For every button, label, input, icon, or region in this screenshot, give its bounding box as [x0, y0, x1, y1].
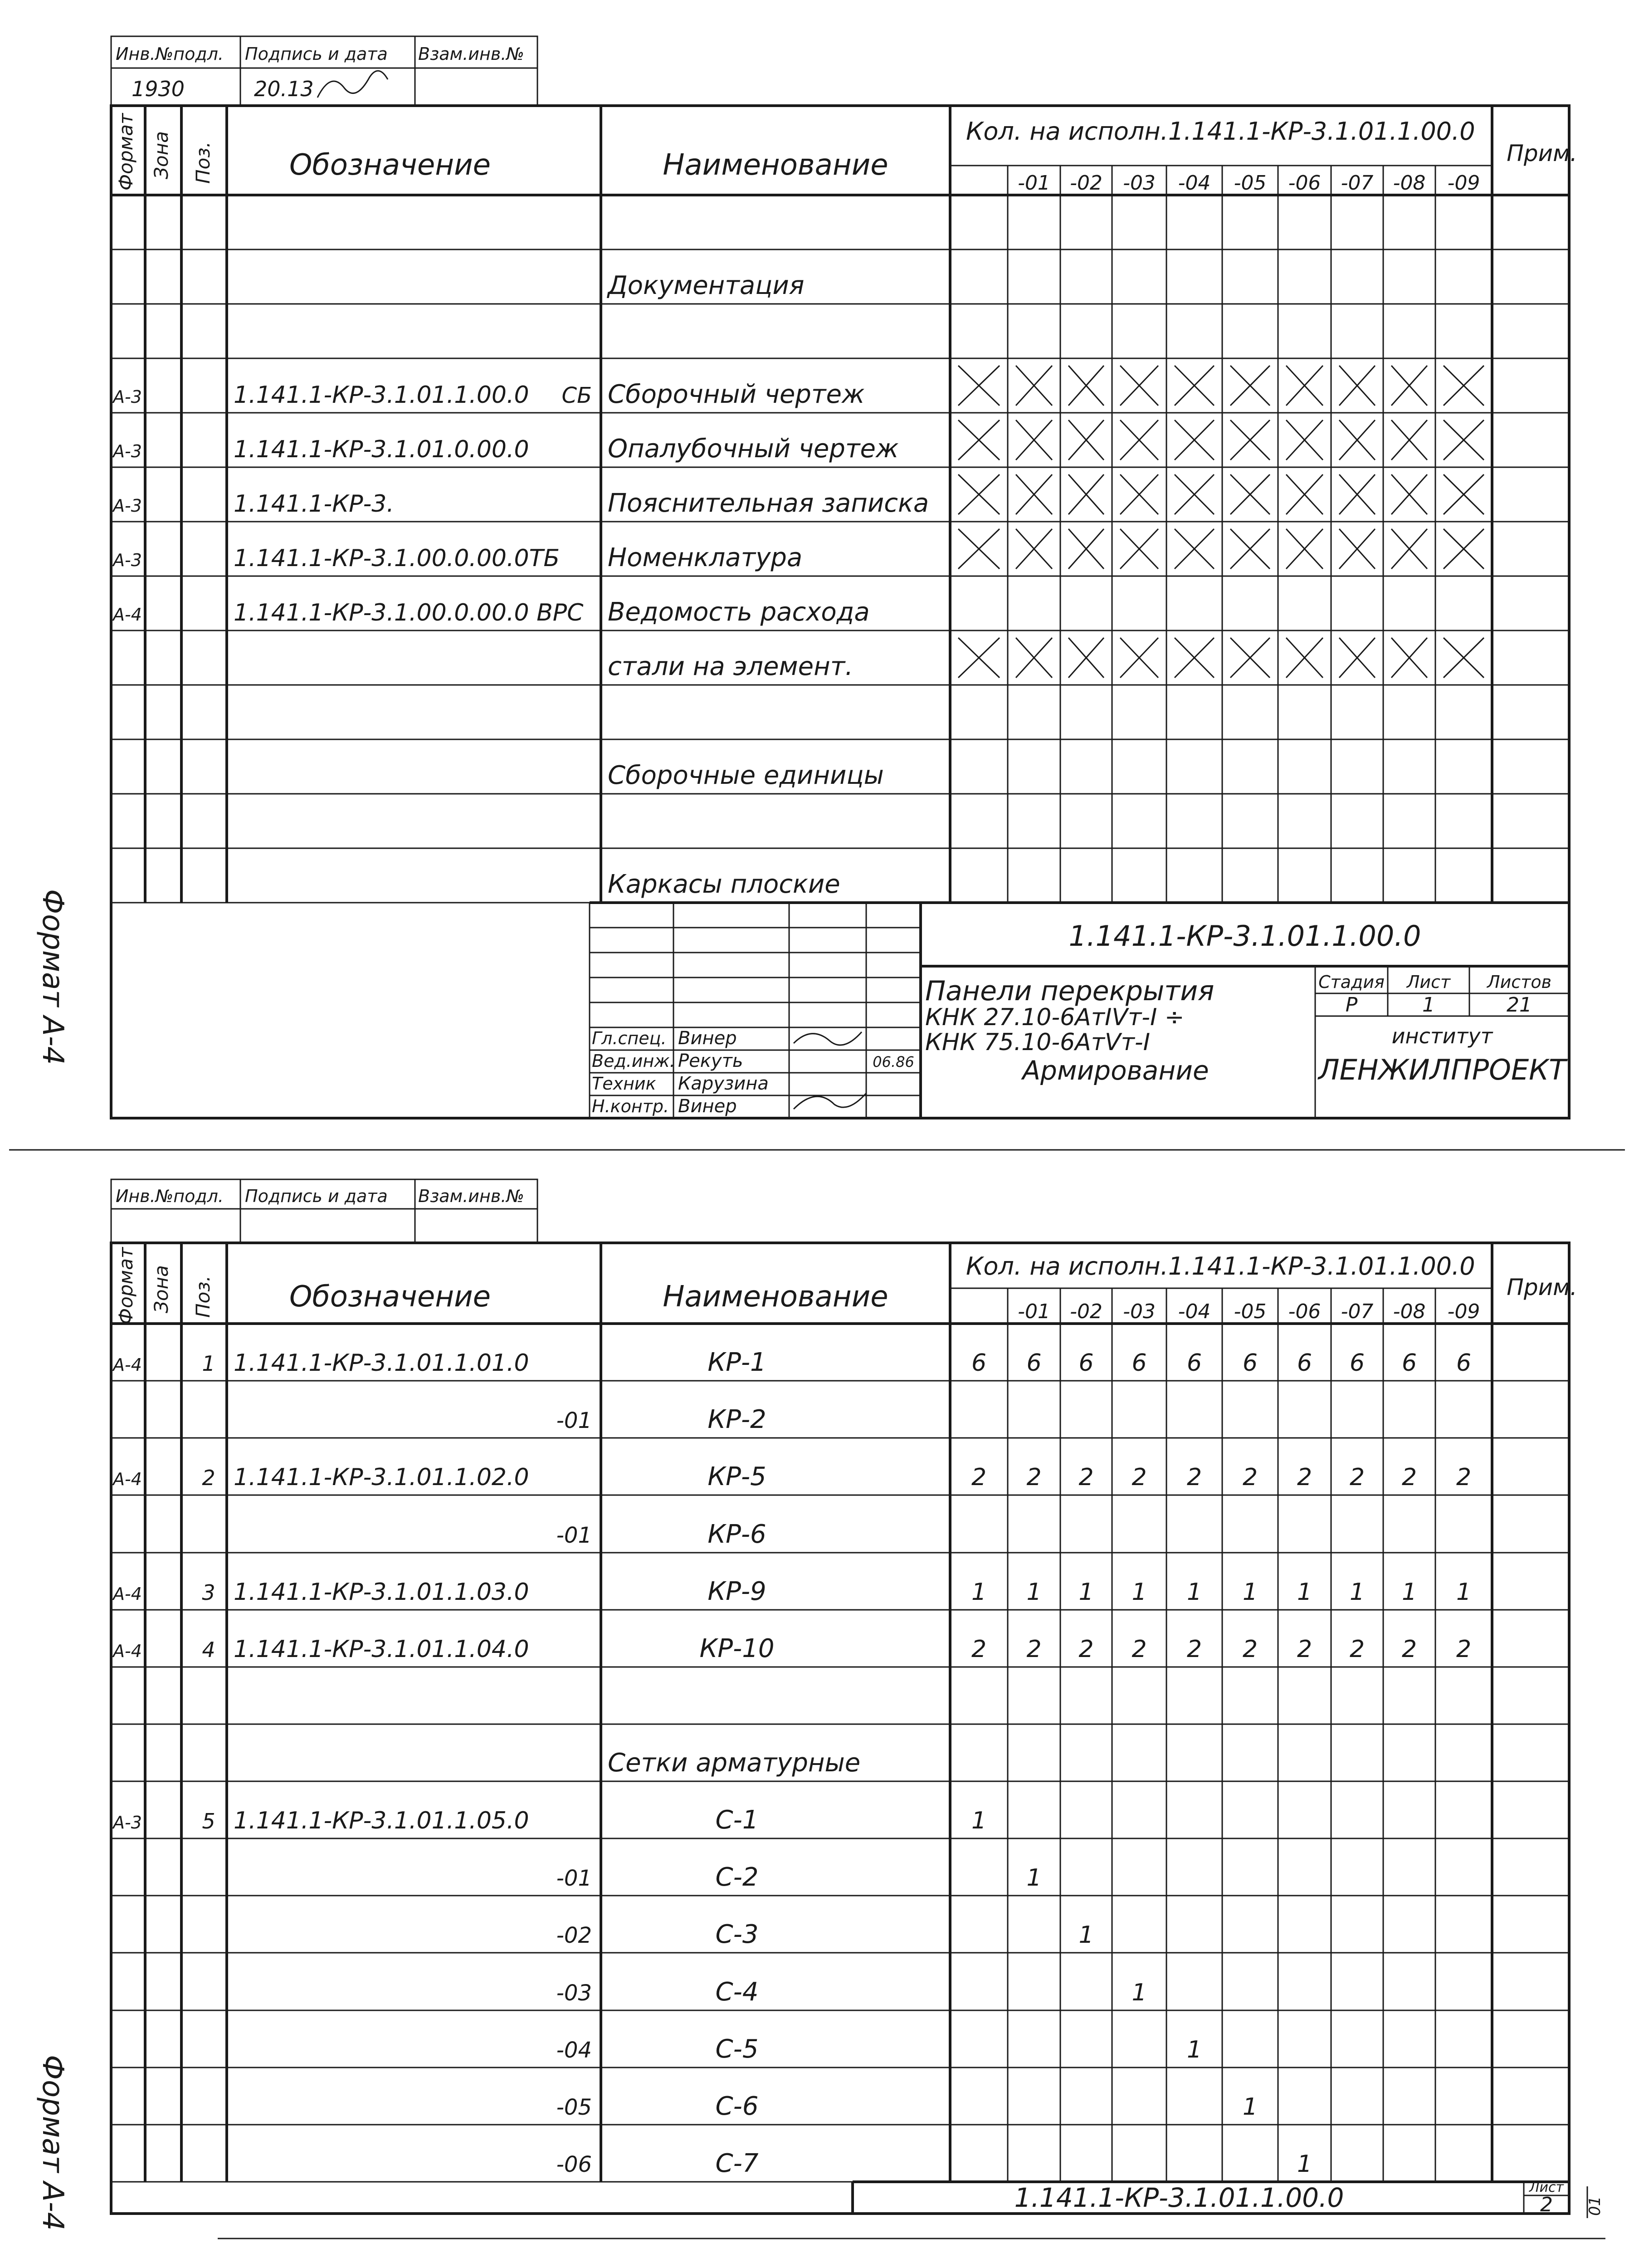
qty-value: 2: [1456, 1636, 1472, 1663]
row-designation-suffix: СБ: [561, 383, 592, 408]
b-stamp-header-replace: Взам.инв.№: [418, 1186, 524, 1206]
variant-header: -03: [1123, 171, 1156, 195]
qty-value: 1: [1456, 1579, 1472, 1606]
qty-value: 2: [1349, 1464, 1365, 1491]
footer-sheet-label: Лист: [1529, 2180, 1564, 2195]
sheets-label: Листов: [1487, 972, 1551, 992]
stage-value: Р: [1345, 993, 1358, 1017]
spec-row: [112, 1805, 986, 1835]
bottom-corner-mark: 01: [1586, 2196, 1604, 2216]
qty-value: 6: [1026, 1349, 1042, 1377]
spec-row: [608, 638, 1484, 681]
qty-value: 2: [1456, 1464, 1472, 1491]
stamp-signature: [317, 71, 388, 98]
header-note: Прим.: [1507, 140, 1577, 166]
role-4: Н.контр.: [592, 1096, 669, 1116]
b-header-designation: Обозначение: [289, 1280, 491, 1314]
row-name: Номенклатура: [608, 543, 803, 572]
row-name: Каркасы плоские: [608, 870, 840, 899]
variant-header: -09: [1447, 1300, 1480, 1323]
qty-value: 2: [1297, 1636, 1312, 1663]
qty-value: 1: [1186, 1579, 1202, 1606]
spec-row: [112, 1577, 1471, 1606]
row-format: А-3: [113, 1813, 142, 1833]
qty-value: 1: [1349, 1579, 1365, 1606]
row-designation-suffix: -03: [556, 1980, 592, 2006]
qty-value: 2: [1401, 1636, 1417, 1663]
row-format: А-3: [113, 496, 142, 516]
row-position: 3: [202, 1580, 215, 1605]
variant-header: -04: [1178, 171, 1211, 195]
spec-row: [556, 1405, 766, 1434]
stamp-value-inv: 1930: [132, 77, 185, 101]
institute-name: ЛЕНЖИЛПРОЕКТ: [1318, 1053, 1566, 1086]
header-pos: Поз.: [192, 142, 214, 184]
variant-header: -04: [1178, 1300, 1211, 1323]
row-designation: 1.141.1-КР-3.1.01.0.00.0: [234, 436, 529, 463]
b-header-note: Прим.: [1507, 1274, 1577, 1300]
variant-header: -08: [1393, 1300, 1426, 1323]
b-header-zone: Зона: [150, 1265, 172, 1313]
qty-value: 2: [1401, 1464, 1417, 1491]
row-position: 5: [202, 1809, 215, 1833]
row-name: С-2: [715, 1862, 759, 1892]
stamp-header-inv: Инв.№подл.: [116, 44, 224, 64]
qty-value: 6: [1401, 1349, 1417, 1377]
row-name: стали на элемент.: [608, 652, 854, 681]
b-header-qty: Кол. на исполн.1.141.1-КР-3.1.01.1.00.0: [966, 1252, 1475, 1281]
institute-label: институт: [1391, 1024, 1493, 1048]
row-name: С-5: [715, 2034, 759, 2064]
row-format: А-4: [113, 1641, 142, 1661]
qty-value: 2: [1132, 1636, 1147, 1663]
row-name: Сборочные единицы: [608, 761, 884, 790]
qty-value: 1: [971, 1807, 987, 1834]
row-designation: 1.141.1-КР-3.1.01.1.05.0: [234, 1807, 529, 1834]
spec-row: [556, 1520, 766, 1549]
row-name: КР-1: [707, 1348, 766, 1377]
bottom-sheet: [36, 1179, 1605, 2239]
spec-row: [556, 1862, 1042, 1892]
spec-row: [556, 1977, 1147, 2007]
bottom-grid-lines: [111, 1243, 1569, 2182]
qty-value: 1: [1026, 1864, 1042, 1892]
row-designation-suffix: -01: [556, 1408, 592, 1433]
row-name: Опалубочный чертеж: [608, 434, 899, 464]
row-position: 1: [202, 1351, 215, 1376]
spec-row: [556, 2092, 1258, 2121]
row-name: КР-5: [707, 1462, 766, 1491]
bottom-spec-table: [111, 1243, 1577, 2216]
qty-value: 1: [1186, 2036, 1202, 2063]
b-stamp-header-sign: Подпись и дата: [245, 1186, 388, 1206]
row-format: А-4: [113, 1355, 142, 1375]
row-designation-suffix: -05: [556, 2095, 592, 2120]
qty-value: 1: [1026, 1579, 1042, 1606]
top-stamp: [111, 36, 537, 106]
stamp-value-sign: 20.13: [254, 77, 314, 101]
row-name: С-4: [715, 1977, 759, 2007]
role-3: Техник: [592, 1074, 656, 1094]
b-header-name: Наименование: [663, 1280, 888, 1314]
spec-row: [112, 1348, 1471, 1377]
title-line-1: Панели перекрытия: [925, 975, 1215, 1007]
name-3: Карузина: [678, 1073, 769, 1094]
spec-row: [112, 1634, 1471, 1663]
row-name: Ведомость расхода: [608, 597, 870, 627]
variant-header: -02: [1070, 1300, 1102, 1323]
qty-value: 1: [1132, 1979, 1147, 2006]
spec-row: [608, 761, 884, 790]
row-position: 2: [202, 1466, 215, 1490]
qty-value: 6: [971, 1349, 987, 1377]
row-name: Сетки арматурные: [608, 1748, 861, 1778]
row-designation: 1.141.1-КР-3.1.01.1.04.0: [234, 1636, 529, 1663]
qty-value: 2: [1026, 1464, 1042, 1491]
qty-value: 2: [971, 1636, 987, 1663]
variant-header: -01: [1018, 171, 1050, 195]
qty-value: 6: [1078, 1349, 1094, 1377]
footer-code: 1.141.1-КР-3.1.01.1.00.0: [1014, 2182, 1344, 2213]
row-name: КР-6: [707, 1520, 766, 1549]
variant-header: -02: [1070, 171, 1102, 195]
header-qty: Кол. на исполн.1.141.1-КР-3.1.01.1.00.0: [966, 117, 1475, 146]
row-designation: 1.141.1-КР-3.1.01.1.01.0: [234, 1349, 529, 1377]
sheet-value: 1: [1422, 993, 1435, 1017]
title-line-2: КНК 27.10-6АтIVт-I ÷: [925, 1004, 1185, 1031]
qty-value: 1: [1078, 1921, 1094, 1949]
row-format: А-4: [113, 1584, 142, 1604]
row-format: А-3: [113, 550, 142, 570]
variant-header: -05: [1234, 171, 1267, 195]
spec-row: [556, 1920, 1094, 1949]
variant-header: -07: [1341, 1300, 1374, 1323]
variant-header: -03: [1123, 1300, 1156, 1323]
row-format: А-4: [113, 605, 142, 625]
row-name: С-6: [715, 2092, 759, 2121]
row-name: КР-10: [699, 1634, 775, 1663]
qty-value: 2: [1026, 1636, 1042, 1663]
qty-value: 2: [1078, 1636, 1094, 1663]
top-variant-headers: [1018, 171, 1480, 195]
row-designation: 1.141.1-КР-3.: [234, 490, 394, 518]
row-name: КР-9: [707, 1577, 766, 1606]
row-designation: 1.141.1-КР-3.1.00.0.00.0 ВРС: [234, 599, 584, 626]
name-2: Рекуть: [678, 1051, 743, 1071]
row-designation-suffix: -01: [556, 1866, 592, 1891]
row-name: С-3: [715, 1920, 759, 1949]
title-line-3: КНК 75.10-6АтVт-I: [925, 1029, 1151, 1056]
title-code: 1.141.1-КР-3.1.01.1.00.0: [1068, 919, 1421, 953]
spec-row: [556, 2149, 1312, 2178]
spec-row: [608, 870, 840, 899]
qty-value: 6: [1132, 1349, 1147, 1377]
qty-value: 2: [1078, 1464, 1094, 1491]
row-format: А-4: [113, 1469, 142, 1489]
name-1: Винер: [678, 1028, 737, 1049]
sheet-label: Лист: [1406, 972, 1451, 992]
qty-value: 2: [1242, 1464, 1258, 1491]
title-date: 06.86: [873, 1053, 914, 1070]
qty-value: 6: [1297, 1349, 1312, 1377]
qty-value: 1: [1401, 1579, 1417, 1606]
row-designation-suffix: -06: [556, 2152, 592, 2177]
qty-value: 6: [1456, 1349, 1472, 1377]
header-zone: Зона: [150, 131, 172, 179]
bottom-stamp: [111, 1179, 537, 1243]
title-line-4: Армирование: [1022, 1055, 1209, 1086]
b-header-pos: Поз.: [192, 1276, 214, 1318]
qty-value: 1: [1242, 1579, 1258, 1606]
spec-row: [112, 597, 870, 627]
header-format: Формат: [115, 113, 137, 191]
b-stamp-header-inv: Инв.№подл.: [116, 1186, 224, 1206]
bottom-rows: [112, 1348, 1471, 2178]
qty-value: 1: [1078, 1579, 1094, 1606]
row-name: С-7: [715, 2149, 759, 2178]
name-4: Винер: [678, 1096, 737, 1117]
role-1: Гл.спец.: [592, 1028, 667, 1048]
row-name: КР-2: [707, 1405, 766, 1434]
row-designation-suffix: -04: [556, 2038, 592, 2063]
row-name: С-1: [715, 1805, 759, 1835]
row-designation: 1.141.1-КР-3.1.01.1.02.0: [234, 1464, 529, 1491]
row-designation: 1.141.1-КР-3.1.00.0.00.0ТБ: [234, 545, 560, 572]
spec-row: [112, 1462, 1471, 1491]
qty-value: 1: [1242, 2093, 1258, 2121]
qty-value: 1: [1297, 1579, 1312, 1606]
variant-header: -08: [1393, 171, 1426, 195]
bottom-variant-headers: [1018, 1300, 1480, 1323]
variant-header: -01: [1018, 1300, 1050, 1323]
qty-value: 2: [971, 1464, 987, 1491]
spec-row: [556, 2034, 1202, 2064]
spec-row: [608, 1748, 860, 1778]
title-signatures: [794, 1032, 866, 1109]
sheets-value: 21: [1507, 993, 1532, 1017]
qty-value: 2: [1186, 1464, 1202, 1491]
qty-value: 1: [1132, 1579, 1147, 1606]
variant-header: -09: [1447, 171, 1480, 195]
top-title-block: [590, 903, 1569, 1118]
qty-value: 2: [1349, 1636, 1365, 1663]
qty-value: 1: [971, 1579, 987, 1606]
header-name: Наименование: [663, 148, 888, 182]
qty-value: 2: [1132, 1464, 1147, 1491]
stamp-header-sign: Подпись и дата: [245, 44, 388, 64]
spec-row: [606, 271, 804, 300]
variant-header: -05: [1234, 1300, 1267, 1323]
role-2: Вед.инж.: [592, 1051, 675, 1071]
qty-value: 6: [1186, 1349, 1202, 1377]
qty-value: 1: [1297, 2151, 1312, 2178]
top-sheet: [36, 36, 1577, 1118]
qty-value: 2: [1186, 1636, 1202, 1663]
row-position: 4: [202, 1637, 215, 1662]
bottom-side-label: Формат А-4: [36, 2055, 69, 2231]
header-designation: Обозначение: [289, 148, 491, 182]
stamp-header-replace: Взам.инв.№: [418, 44, 524, 64]
top-side-label: Формат А-4: [36, 889, 69, 1065]
row-designation-suffix: -02: [556, 1923, 592, 1948]
row-designation-suffix: -01: [556, 1523, 592, 1548]
footer-sheet-value: 2: [1540, 2193, 1553, 2216]
row-format: А-3: [113, 441, 142, 461]
row-designation: 1.141.1-КР-3.1.01.1.03.0: [234, 1579, 529, 1606]
qty-value: 6: [1242, 1349, 1258, 1377]
row-name: Документация: [608, 271, 805, 300]
row-name: Сборочный чертеж: [608, 380, 865, 409]
qty-value: 6: [1349, 1349, 1365, 1377]
variant-header: -07: [1341, 171, 1374, 195]
variant-header: -06: [1288, 171, 1321, 195]
stage-label: Стадия: [1318, 972, 1385, 992]
row-format: А-3: [113, 387, 142, 407]
qty-value: 2: [1297, 1464, 1312, 1491]
b-header-format: Формат: [115, 1247, 137, 1325]
row-name: Пояснительная записка: [608, 489, 929, 518]
qty-value: 2: [1242, 1636, 1258, 1663]
variant-header: -06: [1288, 1300, 1321, 1323]
row-designation: 1.141.1-КР-3.1.01.1.00.0: [234, 381, 529, 409]
